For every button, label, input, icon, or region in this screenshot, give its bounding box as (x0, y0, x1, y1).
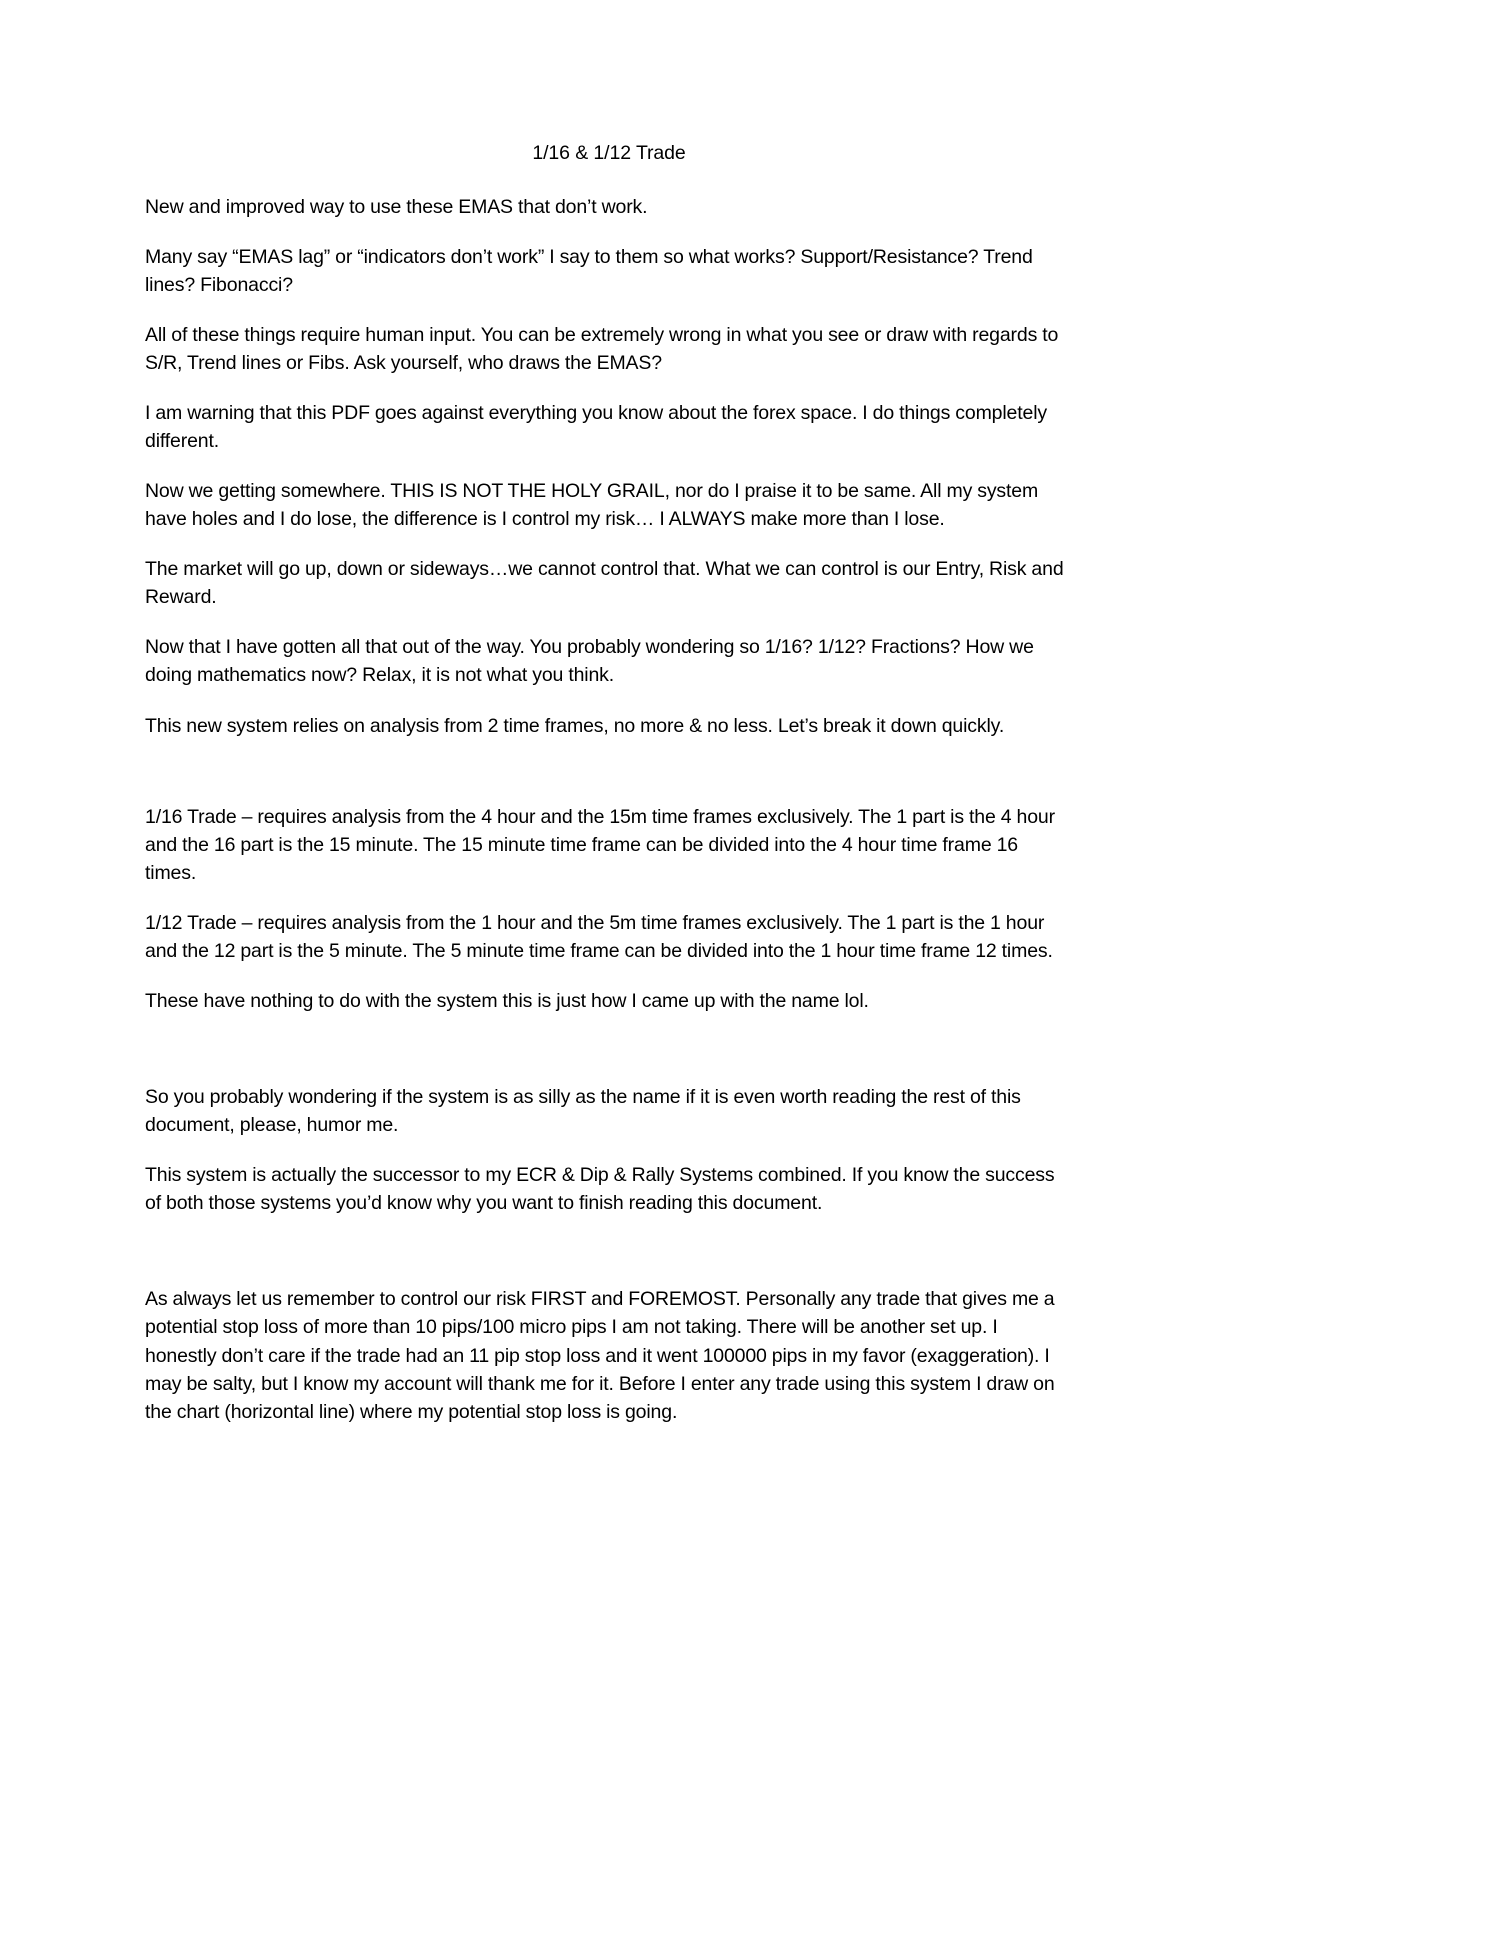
paragraph-human-input: All of these things require human input. You can be extremely wrong in what you see or draw with regards to S/R, Trend lines or Fibs. Ask yourself, who draws the EMAS? (145, 323, 1059, 374)
paragraph-trade-1-16: 1/16 Trade – requires analysis from the 4 hour and the 15m time frames exclusively. The 1 part is the 4 hour and the 16 part is the 15 minute. The 15 minute time frame can be divided into the 4 hour time frame 16 times. (145, 805, 1055, 884)
paragraph-intro: New and improved way to use these EMAS that don’t work. (145, 195, 648, 218)
paragraph-risk-control: As always let us remember to control our risk FIRST and FOREMOST. Personally any trade that gives me a potential stop loss of more than 10 pips/100 micro pips I am not taking. There will be another set up. I honestly don’t care if the trade had an 11 pip stop loss and it went 100000 pips in my favor (exaggeration). I may be salty, but I know my account will thank me for it. Before I enter any trade using this system I draw on the chart (horizontal line) where my potential stop loss is going. (145, 1288, 1055, 1423)
paragraph-humor-me: So you probably wondering if the system is as silly as the name if it is even worth reading the rest of this document, please, humor me. (145, 1086, 1021, 1137)
paragraph-market-direction: The market will go up, down or sideways…we cannot control that. What we can control is our Entry, Risk and Reward. (145, 558, 1064, 609)
paragraph-warning: I am warning that this PDF goes against everything you know about the forex space. I do things completely different. (145, 401, 1047, 452)
paragraph-many-say: Many say “EMAS lag” or “indicators don’t work” I say to them so what works? Support/Resistance? Trend lines? Fibonacci? (145, 245, 1033, 296)
paragraph-two-time-frames: This new system relies on analysis from 2 time frames, no more & no less. Let’s break it down quickly. (145, 714, 1005, 737)
paragraph-fractions: Now that I have gotten all that out of the way. You probably wondering so 1/16? 1/12? Fractions? How we doing mathematics now? Relax, it is not what you think. (145, 636, 1034, 687)
paragraph-name-origin: These have nothing to do with the system this is just how I came up with the name lol. (145, 990, 869, 1012)
document-body (145, 140, 1073, 1426)
paragraph-trade-1-12: 1/12 Trade – requires analysis from the 1 hour and the 5m time frames exclusively. The 1 part is the 1 hour and the 12 part is the 5 minute. The 5 minute time frame can be divided into the 1 hour time frame 12 times. (145, 911, 1053, 962)
paragraph-successor: This system is actually the successor to my ECR & Dip & Rally Systems combined. If you know the success of both those systems you’d know why you want to finish reading this document. (145, 1164, 1055, 1215)
page-title: 1/16 & 1/12 Trade (532, 142, 686, 164)
paragraph-holy-grail: Now we getting somewhere. THIS IS NOT THE HOLY GRAIL, nor do I praise it to be same. All my system have holes and I do lose, the difference is I control my risk… I ALWAYS make more than I lose. (145, 480, 1039, 531)
